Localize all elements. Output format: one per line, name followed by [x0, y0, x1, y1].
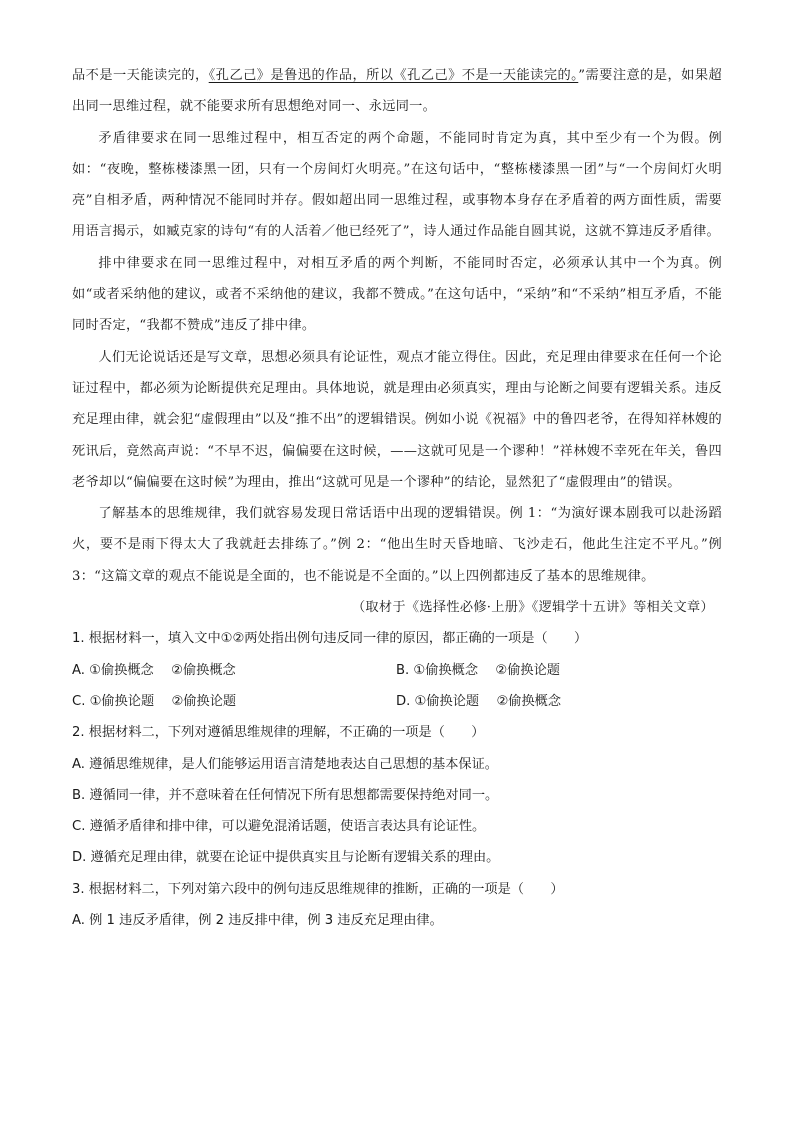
paragraph-text: ”需要注意的是，如果超出同一思维过程，就不能要求所有思想绝对同一、永远同一。: [72, 68, 723, 115]
option-a[interactable]: A. ①偷换概念 ②偷换概念: [72, 662, 236, 678]
option-c[interactable]: C. ①偷换论题 ②偷换论题: [72, 693, 237, 709]
source-citation: （取材于《选择性必修·上册》《逻辑学十五讲》等相关文章）: [351, 600, 714, 616]
question-stem: 1. 根据材料一，填入文中①②两处指出例句违反同一律的原因，都正确的一项是（ ）: [72, 631, 588, 647]
passage: [72, 60, 722, 623]
option-c[interactable]: C. 遵循矛盾律和排中律，可以避免混淆话题，使语言表达具有论证性。: [72, 819, 486, 835]
option-b[interactable]: B. ①偷换概念 ②偷换论题: [396, 662, 560, 678]
passage-paragraph-4: 了解基本的思维规律，我们就容易发现日常话语中出现的逻辑错误。例 1：“为演好课本剧我可以赴汤蹈火，要不是雨下得太大了我就赶去排练了。”例 2：“他出生时天昏地暗、飞沙走石，他此生注定不平凡。”例 3：“这篇文章的观点不能说是全面的，也不能说是不全面的。”以上四例都违反了基本的思维规律。: [72, 506, 722, 584]
paragraph-text: 品不是一天能读完的，: [72, 68, 209, 83]
question-1: [72, 623, 722, 717]
passage-paragraph-3: 人们无论说话还是写文章，思想必须具有论证性，观点才能立得住。因此，充足理由律要求在任何一个论证过程中，都必须为论断提供充足理由。具体地说，就是理由必须真实，理由与论断之间要有逻辑关系。违反充足理由律，就会犯“虚假理由”以及“推不出”的逻辑错误。例如小说《祝福》中的鲁四老爷，在得知祥林嫂的死讯后，竟然高声说：“不早不迟，偏偏要在这时候，——这就可见是一个谬种！”祥林嫂不幸死在年关，鲁四老爷却以“偏偏要在这时候”为理由，推出“这就可见是一个谬种”的结论，显然犯了“虚假理由”的错误。: [72, 349, 722, 490]
question-stem: 3. 根据材料二，下列对第六段中的例句违反思维规律的推断，正确的一项是（ ）: [72, 881, 564, 897]
option-a[interactable]: A. 例 1 违反矛盾律，例 2 违反排中律，例 3 违反充足理由律。: [72, 913, 443, 929]
document-page: [72, 60, 722, 936]
option-d[interactable]: D. ①偷换论题 ②偷换概念: [396, 693, 562, 709]
question-stem: 2. 根据材料二，下列对遵循思维规律的理解，不正确的一项是（ ）: [72, 725, 485, 741]
option-b[interactable]: B. 遵循同一律，并不意味着在任何情况下所有思想都需要保持绝对同一。: [72, 787, 499, 803]
underlined-example: 《孔乙己》是鲁迅的作品，所以《孔乙己》不是一天能读完的。: [208, 68, 579, 83]
question-3: [72, 874, 722, 937]
option-d[interactable]: D. 遵循充足理由律，就要在论证中提供真实且与论断有逻辑关系的理由。: [72, 850, 500, 866]
passage-paragraph-2: 排中律要求在同一思维过程中，对相互矛盾的两个判断，不能同时否定，必须承认其中一个为真。例如“或者采纳他的建议，或者不采纳他的建议，我都不赞成。”在这句话中，“采纳”和“不采纳”相互矛盾，不能同时否定，“我都不赞成”违反了排中律。: [72, 255, 722, 334]
option-row: [72, 655, 722, 686]
option-a[interactable]: A. 遵循思维规律，是人们能够运用语言清楚地表达自己思想的基本保证。: [72, 756, 498, 772]
passage-paragraph-1: 矛盾律要求在同一思维过程中，相互否定的两个命题，不能同时肯定为真，其中至少有一个为假。例如：“夜晚，整栋楼漆黑一团，只有一个房间灯火明亮。”在这句话中，“整栋楼漆黑一团”与“一个房间灯火明亮”自相矛盾，两种情况不能同时并存。假如超出同一思维过程，或事物本身存在矛盾着的两方面性质，需要用语言揭示，如臧克家的诗句“有的人活着／他已经死了”，诗人通过作品能自圆其说，这就不算违反矛盾律。: [72, 130, 722, 240]
option-row: [72, 686, 722, 717]
question-2: [72, 717, 722, 873]
passage-paragraph-0: [72, 60, 722, 123]
